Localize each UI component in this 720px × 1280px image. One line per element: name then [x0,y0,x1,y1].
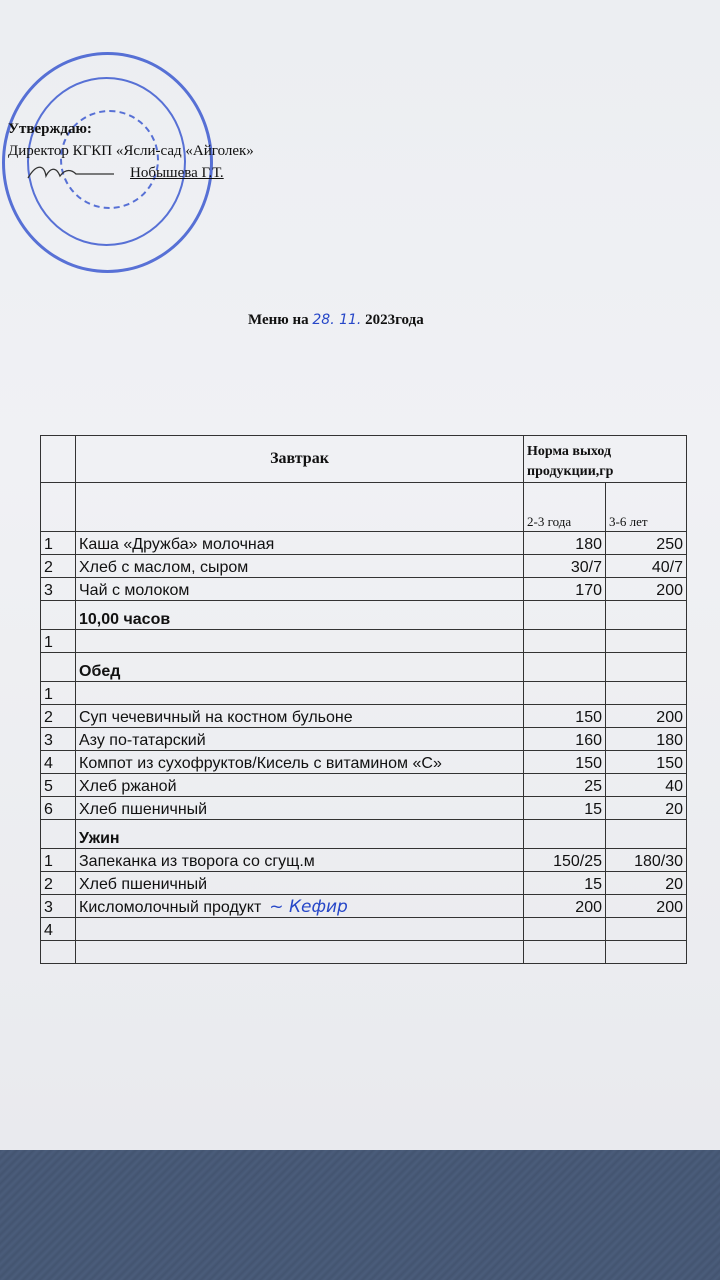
portion-2-3: 200 [524,895,606,918]
portion-3-6 [606,918,687,941]
row-number: 4 [41,751,76,774]
dish-name: Запеканка из творога со сгущ.м [76,849,524,872]
portion-2-3 [524,682,606,705]
portion-3-6: 200 [606,895,687,918]
portion-2-3: 25 [524,774,606,797]
age-2-3: 2-3 года [524,483,606,532]
row-number: 3 [41,895,76,918]
portion-2-3: 170 [524,578,606,601]
dish-name: Хлеб с маслом, сыром [76,555,524,578]
row-number [41,941,76,964]
dish-name: Хлеб ржаной [76,774,524,797]
portion-3-6 [606,630,687,653]
section-lunch: Обед [76,653,524,682]
portion-2-3: 150/25 [524,849,606,872]
dish-name: Каша «Дружба» молочная [76,532,524,555]
dish-name: Суп чечевичный на костном бульоне [76,705,524,728]
row-number: 2 [41,555,76,578]
header-norm: Норма выход продукции,гр [524,436,687,483]
table-row [41,705,687,728]
table-row [41,774,687,797]
portion-3-6: 180 [606,728,687,751]
portion-3-6: 40/7 [606,555,687,578]
portion-3-6: 200 [606,705,687,728]
portion-2-3: 15 [524,872,606,895]
table-row [41,728,687,751]
table-row [41,630,687,653]
portion-2-3 [524,918,606,941]
table-header-row [41,436,687,483]
portion-2-3: 30/7 [524,555,606,578]
handwritten-note: ~ Кефир [269,897,348,917]
dish-name: Компот из сухофруктов/Кисель с витамином «С» [76,751,524,774]
dish-name [76,941,524,964]
section-row [41,601,687,630]
section-snack: 10,00 часов [76,601,524,630]
portion-2-3: 15 [524,797,606,820]
dish-name: Хлеб пшеничный [76,797,524,820]
table-row [41,555,687,578]
menu-table [40,435,687,964]
table-row [41,895,687,918]
portion-2-3: 160 [524,728,606,751]
row-number: 1 [41,849,76,872]
portion-2-3: 180 [524,532,606,555]
table-age-row [41,483,687,532]
dish-name: Азу по-татарский [76,728,524,751]
approval-director-line: Директор КГКП «Ясли-сад «Айголек» [8,143,254,159]
row-number: 1 [41,682,76,705]
dish-name: Кисломолочный продукт ~ Кефир [76,895,524,918]
portion-3-6 [606,682,687,705]
table-row [41,849,687,872]
portion-2-3 [524,630,606,653]
dish-name: Хлеб пшеничный [76,872,524,895]
portion-3-6: 40 [606,774,687,797]
section-row [41,820,687,849]
signature-icon [26,162,116,184]
section-dinner: Ужин [76,820,524,849]
row-number: 3 [41,578,76,601]
portion-3-6: 150 [606,751,687,774]
background-surface [0,1150,720,1280]
dish-name: Чай с молоком [76,578,524,601]
approval-name: Нобышева Г.Т. [130,165,224,181]
row-number: 4 [41,918,76,941]
table-row [41,682,687,705]
row-number: 3 [41,728,76,751]
row-number: 6 [41,797,76,820]
dish-name [76,918,524,941]
table-row [41,578,687,601]
portion-2-3 [524,941,606,964]
portion-3-6 [606,941,687,964]
portion-2-3: 150 [524,751,606,774]
age-3-6: 3-6 лет [606,483,687,532]
approval-heading: Утверждаю: [8,121,92,137]
table-row [41,941,687,964]
dish-name [76,682,524,705]
section-row [41,653,687,682]
portion-2-3: 150 [524,705,606,728]
menu-title: Меню на 28. 11. 2023года [248,312,424,328]
header-breakfast: Завтрак [76,436,524,483]
dish-name [76,630,524,653]
row-number: 5 [41,774,76,797]
row-number: 1 [41,630,76,653]
table-row [41,532,687,555]
portion-3-6: 20 [606,872,687,895]
table-row [41,797,687,820]
portion-3-6: 20 [606,797,687,820]
portion-3-6: 180/30 [606,849,687,872]
table-row [41,751,687,774]
table-row [41,872,687,895]
row-number: 1 [41,532,76,555]
handwritten-date: 28. 11. [312,312,362,328]
table-row [41,918,687,941]
portion-3-6: 200 [606,578,687,601]
row-number: 2 [41,705,76,728]
portion-3-6: 250 [606,532,687,555]
row-number: 2 [41,872,76,895]
